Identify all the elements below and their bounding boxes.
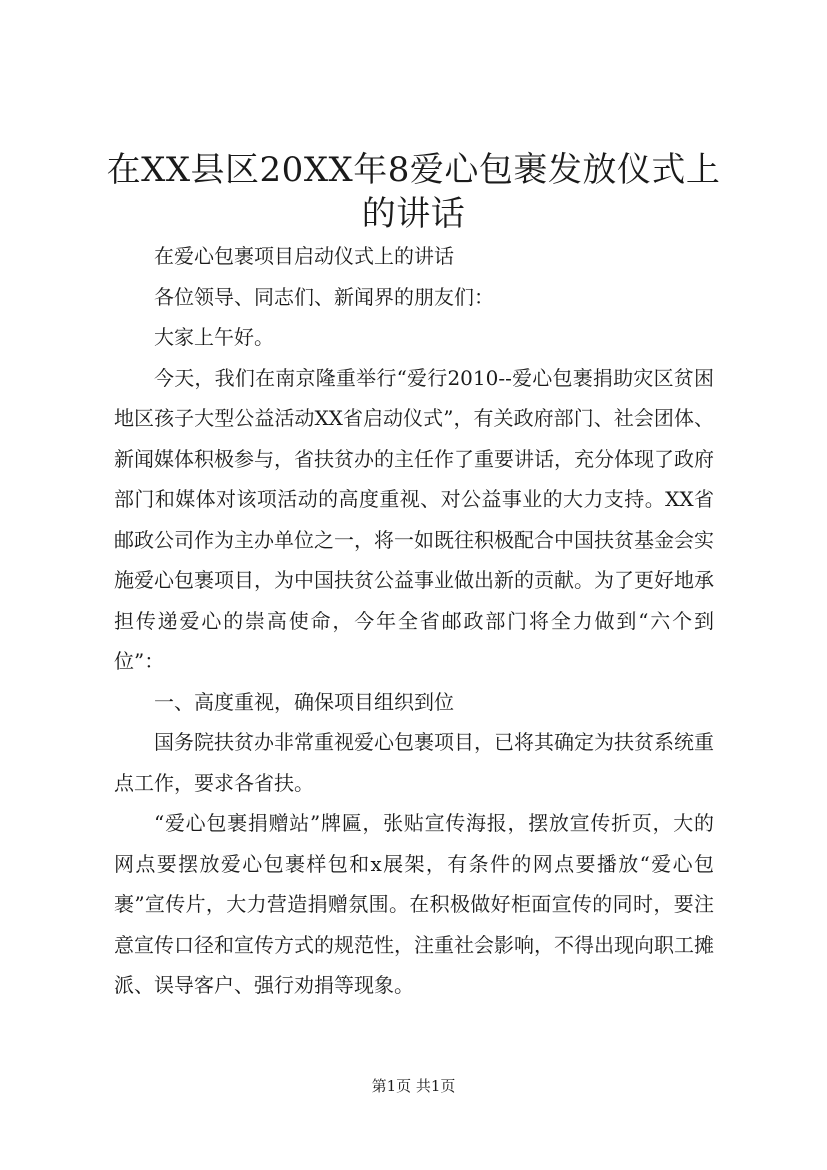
page-number-footer: 第1页 共1页 bbox=[371, 1077, 456, 1095]
paragraph-subtitle: 在爱心包裹项目启动仪式上的讲话 bbox=[154, 244, 454, 268]
document-title: 在XX县区20XX年8爱心包裹发放仪式上的讲话 bbox=[106, 150, 721, 234]
document-body bbox=[114, 236, 714, 1006]
paragraph-body: “爱心包裹捐赠站”牌匾，张贴宣传海报，摆放宣传折页，大的网点要摆放爱心包裹样包和x展架，有条件的网点要播放“爱心包裹”宣传片，大力营造捐赠氛围。在积极做好柜面宣传的同时，要注意宣传口径和宣传方式的规范性，注重社会影响，不得出现向职工摊派、误导客户、强行劝捐等现象。 bbox=[114, 811, 714, 997]
paragraph-section-heading: 一、高度重视，确保项目组织到位 bbox=[154, 689, 454, 714]
paragraph-introduction: 今天，我们在南京隆重举行“爱行2010--爱心包裹捐助灾区贫困地区孩子大型公益活动XX省启动仪式”，有关政府部门、社会团体、新闻媒体积极参与，省扶贫办的主任作了重要讲话，充分体现了政府部门和媒体对该项活动的高度重视、对公益事业的大力支持。XX省邮政公司作为主办单位之一，将一如既往积极配合中国扶贫基金会实施爱心包裹项目，为中国扶贫公益事业做出新的贡献。为了更好地承担传递爱心的崇高使命，今年全省邮政部门将全力做到“六个到位”： bbox=[114, 365, 714, 673]
paragraph-salutation: 各位领导、同志们、新闻界的朋友们： bbox=[154, 284, 494, 309]
paragraph-body: 国务院扶贫办非常重视爱心包裹项目，已将其确定为扶贫系统重点工作，要求各省扶。 bbox=[114, 730, 714, 795]
paragraph-greeting: 大家上午好。 bbox=[154, 325, 274, 349]
